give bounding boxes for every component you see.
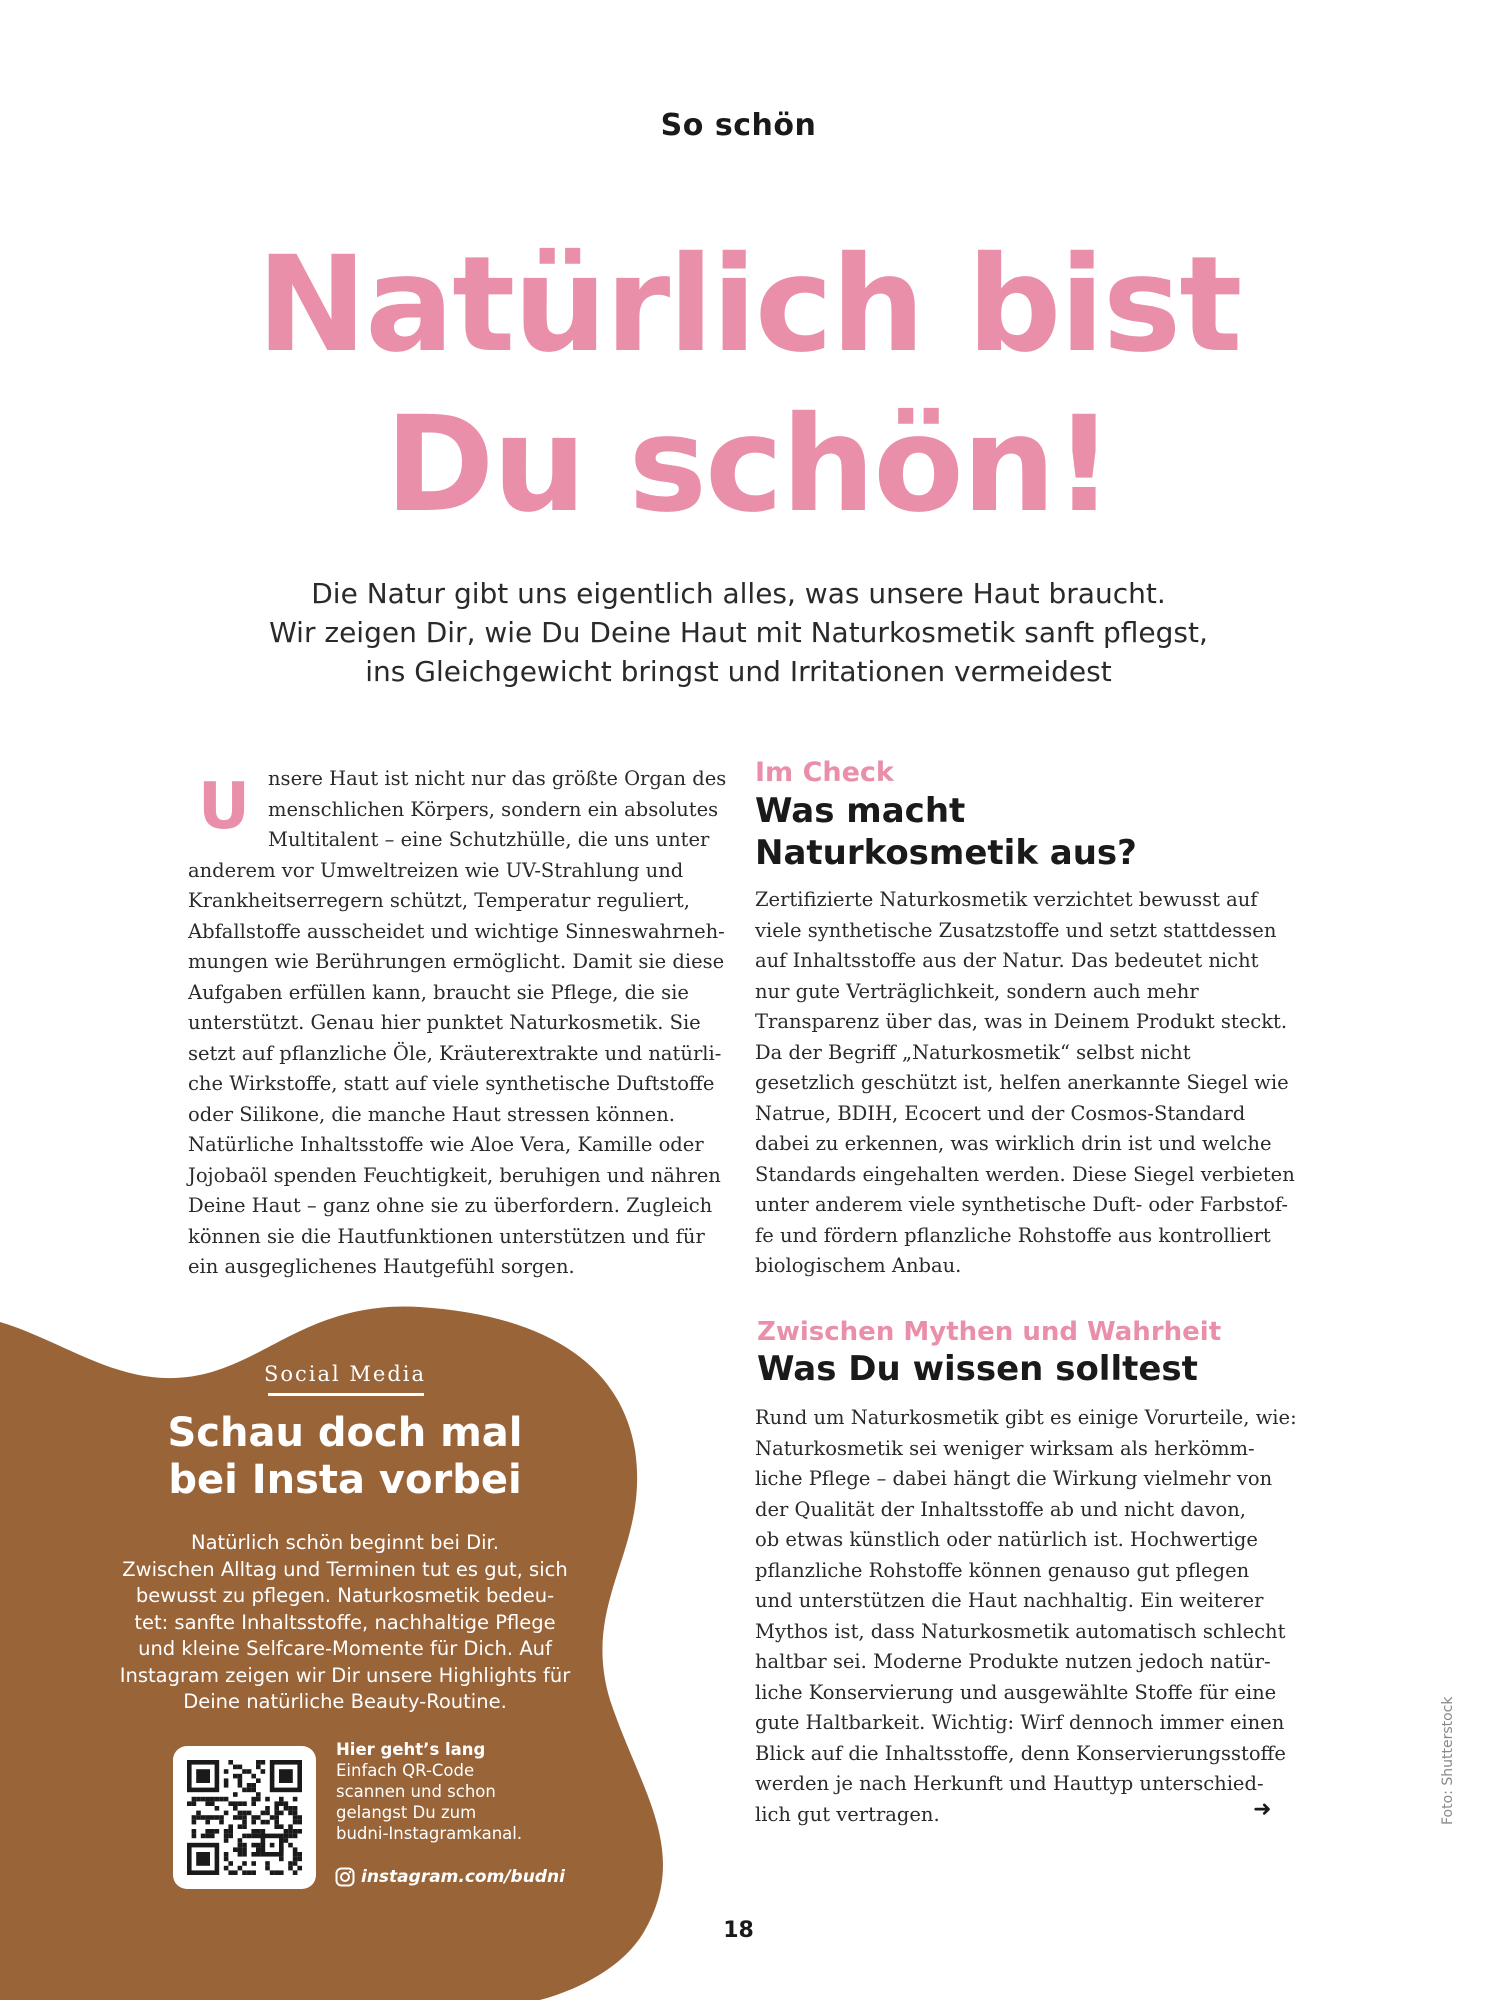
headline-line-1: Natürlich bist — [256, 228, 1241, 382]
article-left-column — [188, 764, 728, 1283]
instagram-icon — [335, 1867, 355, 1887]
text-line: nsere Haut ist nicht nur das größte Organ des — [268, 767, 727, 790]
text-line: Natrue, BDIH, Ecocert und der Cosmos-Standard — [755, 1101, 1246, 1125]
intro-line: Die Natur gibt uns eigentlich alles, was unsere Haut braucht. — [311, 577, 1166, 610]
text-line: unter anderem viele synthetische Duft- oder Farbstof- — [755, 1193, 1289, 1216]
social-kicker: Social Media — [263, 1362, 427, 1386]
instagram-link[interactable] — [335, 1867, 565, 1887]
social-body — [90, 1530, 600, 1716]
headline-line-2: Du schön! — [384, 388, 1113, 542]
text-line: che Wirkstoffe, statt auf viele synthetische Duftstoffe — [188, 1072, 715, 1095]
social-kicker-underline — [268, 1393, 424, 1396]
photo-credit: Foto: Shutterstock — [1440, 1696, 1456, 1825]
text-line: tet: sanfte Inhaltsstoffe, nachhaltige Pflege — [134, 1610, 556, 1634]
text-line: lich gut vertragen. — [755, 1802, 940, 1826]
text-line: haltbar sei. Moderne Produkte nutzen jedoch natür- — [755, 1650, 1271, 1673]
qr-code-icon — [187, 1760, 302, 1875]
text-line: Instagram zeigen wir Dir unsere Highlights für — [119, 1663, 571, 1687]
text-line: mungen wie Berührungen ermöglicht. Damit sie diese — [188, 950, 725, 973]
text-line: biologischem Anbau. — [755, 1254, 962, 1277]
page-number: 18 — [723, 1918, 754, 1943]
qr-title: Hier geht’s lang — [336, 1740, 486, 1759]
text-line: Zwischen Alltag und Terminen tut es gut, sich — [122, 1557, 568, 1581]
check-heading-line: Was macht — [755, 791, 966, 831]
text-line: ein ausgeglichenes Hautgefühl sorgen. — [188, 1255, 575, 1278]
text-line: Abfallstoffe ausscheidet und wichtige Sinneswahrneh- — [188, 919, 725, 943]
text-line: liche Pflege – dabei hängt die Wirkung vielmehr von — [755, 1467, 1273, 1490]
text-line: setzt auf pflanzliche Öle, Kräuterextrakte und natürli- — [188, 1041, 722, 1065]
text-line: der Qualität der Inhaltsstoffe ab und nicht davon, — [755, 1497, 1246, 1521]
text-line: Natürlich schön beginnt bei Dir. — [191, 1531, 499, 1554]
text-line: anderem vor Umweltreizen wie UV-Strahlung und — [188, 858, 684, 882]
arrow-right-icon: ➜ — [1253, 1797, 1272, 1822]
text-line: und unterstützen die Haut nachhaltig. Ein weiterer — [755, 1589, 1264, 1612]
check-body — [755, 885, 1315, 1282]
myth-body — [755, 1403, 1315, 1830]
text-line: gesetzlich geschützt ist, helfen anerkannte Siegel wie — [755, 1071, 1289, 1094]
social-heading-line: bei Insta vorbei — [168, 1457, 522, 1503]
text-line: menschlichen Körpers, sondern ein absolutes — [268, 797, 719, 821]
text-line: Aufgaben erfüllen kann, braucht sie Pflege, die sie — [188, 980, 689, 1004]
text-line: werden je nach Herkunft und Hauttyp unterschied- — [755, 1772, 1264, 1795]
text-line: bewusst zu pflegen. Naturkosmetik bedeu- — [135, 1584, 555, 1607]
myth-kicker: Zwischen Mythen und Wahrheit — [757, 1317, 1222, 1347]
text-line: liche Konservierung und ausgewählte Stoffe für eine — [755, 1680, 1277, 1704]
myth-heading: Was Du wissen solltest — [757, 1349, 1198, 1389]
qr-text-line: Einfach QR-Code — [336, 1761, 475, 1780]
text-line: nur gute Verträglichkeit, sondern auch mehr — [755, 979, 1199, 1003]
text-line: Mythos ist, dass Naturkosmetik automatisch schlecht — [755, 1619, 1286, 1643]
intro-line: ins Gleichgewicht bringst und Irritationen vermeidest — [365, 655, 1112, 688]
text-line: Multitalent – eine Schutzhülle, die uns unter — [268, 828, 710, 851]
intro-teaser — [0, 574, 1477, 691]
check-kicker: Im Check — [755, 757, 894, 788]
check-heading-line: Naturkosmetik aus? — [755, 833, 1137, 873]
text-line: Blick auf die Inhaltsstoffe, denn Konservierungsstoffe — [755, 1741, 1286, 1765]
check-heading — [755, 790, 1137, 874]
text-line: Deine natürliche Beauty-Routine. — [183, 1690, 507, 1713]
text-line: Naturkosmetik sei weniger wirksam als herkömm- — [755, 1436, 1255, 1460]
text-line: und kleine Selfcare-Momente für Dich. Auf — [138, 1637, 552, 1660]
text-line: Standards eingehalten werden. Diese Siegel verbieten — [755, 1162, 1295, 1186]
social-heading — [130, 1410, 560, 1504]
headline — [0, 225, 1497, 545]
text-line: ob etwas künstlich oder natürlich ist. Hochwertige — [755, 1528, 1258, 1551]
qr-text-line: budni-Instagramkanal. — [336, 1824, 523, 1843]
qr-text-line: scannen und schon — [336, 1782, 496, 1801]
text-line: pflanzliche Rohstoffe können genauso gut pflegen — [755, 1558, 1250, 1582]
intro-line: Wir zeigen Dir, wie Du Deine Haut mit Naturkosmetik sanft pflegst, — [269, 616, 1208, 649]
text-line: auf Inhaltsstoffe aus der Natur. Das bedeutet nicht — [755, 949, 1259, 972]
text-line: Zertifizierte Naturkosmetik verzichtet bewusst auf — [755, 888, 1258, 911]
text-line: können sie die Hautfunktionen unterstützen und für — [188, 1224, 705, 1248]
text-line: Deine Haut – ganz ohne sie zu überfordern. Zugleich — [188, 1194, 713, 1217]
social-heading-line: Schau doch mal — [167, 1410, 523, 1456]
text-line: gute Haltbarkeit. Wichtig: Wirf dennoch immer einen — [755, 1711, 1285, 1734]
text-line: Transparenz über das, was in Deinem Produkt steckt. — [755, 1010, 1288, 1033]
text-line: fe und fördern pflanzliche Rohstoffe aus kontrolliert — [755, 1223, 1271, 1247]
instagram-link-text[interactable]: instagram.com/budni — [361, 1867, 565, 1887]
qr-info — [336, 1739, 522, 1844]
text-line: Da der Begriff „Naturkosmetik“ selbst nicht — [755, 1040, 1191, 1064]
text-line: oder Silikone, die manche Haut stressen können. — [188, 1102, 675, 1126]
text-line: Natürliche Inhaltsstoffe wie Aloe Vera, Kamille oder — [188, 1133, 704, 1156]
section-label: So schön — [660, 108, 817, 143]
text-line: dabei zu erkennen, was wirklich drin ist und welche — [755, 1132, 1272, 1155]
text-line: unterstützt. Genau hier punktet Naturkosmetik. Sie — [188, 1011, 701, 1034]
text-line: Jojobaöl spenden Feuchtigkeit, beruhigen und nähren — [188, 1163, 721, 1187]
text-line: Krankheitserregern schützt, Temperatur reguliert, — [188, 889, 690, 912]
qr-text-line: gelangst Du zum — [336, 1803, 477, 1822]
text-line: Rund um Naturkosmetik gibt es einige Vorurteile, wie: — [755, 1406, 1297, 1429]
qr-code-card[interactable] — [173, 1746, 316, 1889]
text-line: viele synthetische Zusatzstoffe und setzt stattdessen — [755, 918, 1277, 942]
drop-cap: U — [198, 770, 250, 844]
